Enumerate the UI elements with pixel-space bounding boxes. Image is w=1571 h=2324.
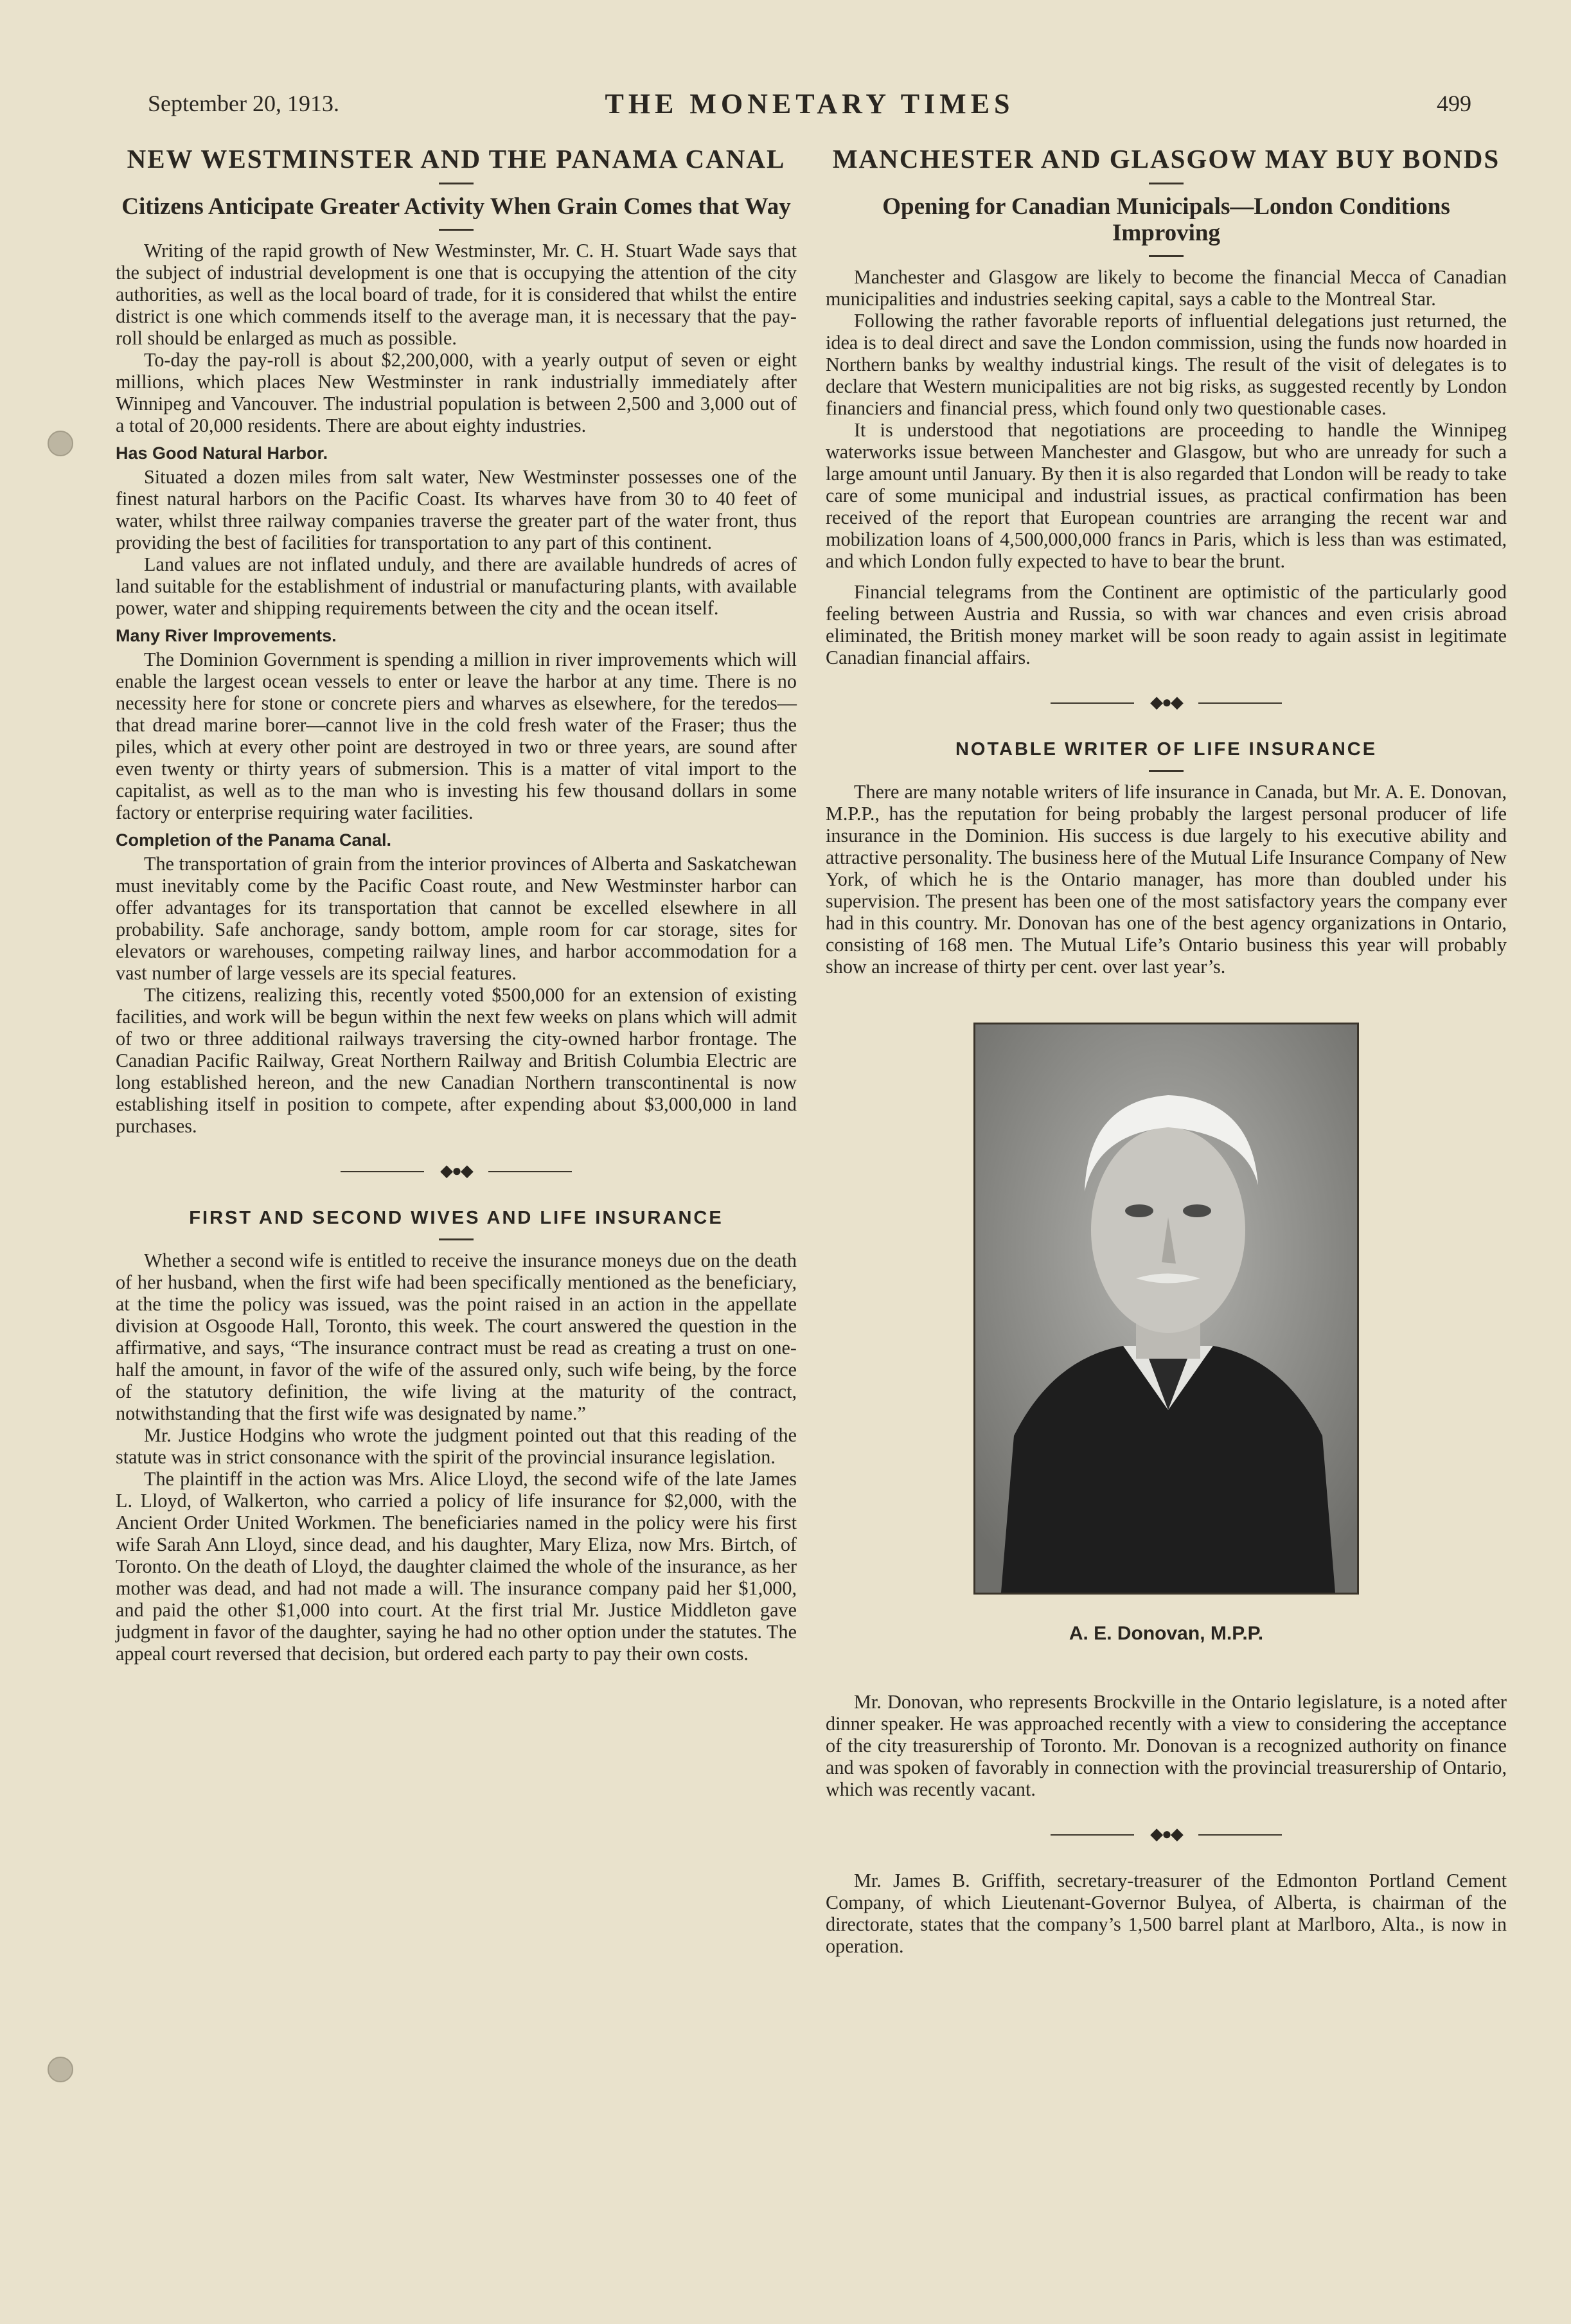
divider xyxy=(1149,770,1184,772)
paragraph: Mr. Donovan, who represents Brockville in the Ontario legislature, is a noted after dinner speaker. He was approached recently with a view to considering the acceptance of the city treasurership of Toronto. Mr. Donovan is a recognized authority on finance and was spoken of favorably in connection with the provincial treasurership of Ontario, which was recently vacant. xyxy=(826,1691,1507,1800)
paragraph: To-day the pay-roll is about $2,200,000, with a yearly output of seven or eight millions, which places New Westminster in rank industrially immediately after Winnipeg and Vancouver. The industrial population is between 2,500 and 3,000 out of a total of 20,000 residents. There are about eighty industries. xyxy=(116,349,797,436)
article-manchester-glasgow xyxy=(826,145,1507,668)
article-title: NOTABLE WRITER OF LIFE INSURANCE xyxy=(955,739,1378,760)
paragraph: Writing of the rapid growth of New Westminster, Mr. C. H. Stuart Wade says that the subject of industrial development is one that is occupying the attention of the city authorities, as well as the local board of trade, for it is considered that whilst the entire district is one which commends itself to the average man, it is necessary that the pay-roll should be enlarged as much as possible. xyxy=(116,240,797,349)
article-wives-insurance xyxy=(116,1206,797,1665)
paragraph: Mr. Justice Hodgins who wrote the judgment pointed out that this reading of the statute was in strict consonance with the spirit of the provincial insurance legislation. xyxy=(116,1424,797,1468)
paragraph: Situated a dozen miles from salt water, New Westminster possesses one of the finest natural harbors on the Pacific Coast. Its wharves have from 30 to 40 feet of water, whilst three railway companies traverse the greater part of the water front, thus providing the best of facilities for transportation to any part of this continent. xyxy=(116,466,797,553)
paragraph: The plaintiff in the action was Mrs. Alice Lloyd, the second wife of the late James L. Lloyd, of Walkerton, who carried a policy of life insurance for $2,000, with the Ancient Order United Workmen. The beneficiaries named in the policy were his first wife Sarah Ann Lloyd, since dead, and his daughter, Mary Eliza, now Mrs. Birtch, of Toronto. On the death of Lloyd, the daughter claimed the whole of the insurance, as her mother was dead, and had not made a will. The insurance company paid her $1,000, and paid the other $1,000 into court. At the first trial Mr. Justice Middleton gave judgment in favor of the daughter, saying he had no other option under the statutes. The appeal court reversed that decision, but ordered each party to pay their own costs. xyxy=(116,1468,797,1665)
divider xyxy=(439,1238,474,1240)
portrait-caption: A. E. Donovan, M.P.P. xyxy=(1069,1623,1264,1644)
article-title: FIRST AND SECOND WIVES AND LIFE INSURANCE xyxy=(189,1208,723,1228)
binding-hole-top xyxy=(48,431,73,456)
article-cement-company xyxy=(826,1870,1507,1957)
page-number: 499 xyxy=(1437,91,1471,116)
paragraph: The Dominion Government is spending a million in river improvements which will enable the largest ocean vessels to enter or leave the harbor at any time. There is no necessity here for stone or concrete piers and wharves as elsewhere, for the teredos—that dread marine borer—cannot live in the cold fresh water of the Fraser; thus the piles, which at every other point are destroyed in two or three years, are sound after even twenty or thirty years of submersion. This is a matter of vital import to the capitalist, as well as to the man who is investing his few thousand dollars in some factory or enterprise requiring water facilities. xyxy=(116,648,797,823)
paragraph: The citizens, realizing this, recently voted $500,000 for an extension of existing facilities, and work will be begun within the next few weeks on plans which will admit of two or three additional railways traversing the city-owned harbor frontage. The Canadian Pacific Railway, Great Northern Railway and British Columbia Electric are long established hereon, and the new Canadian Northern transcontinental is now establishing itself in position to compete, after expending about $3,000,000 in land purchases. xyxy=(116,984,797,1137)
divider xyxy=(439,229,474,231)
binding-hole-bottom xyxy=(48,2057,73,2082)
ornament-divider xyxy=(1051,1825,1282,1843)
section-heading: Has Good Natural Harbor. xyxy=(116,443,328,463)
issue-date: September 20, 1913. xyxy=(148,91,339,116)
publication-title: THE MONETARY TIMES xyxy=(605,88,1015,120)
ornament-line xyxy=(341,1171,424,1172)
article-title: MANCHESTER AND GLASGOW MAY BUY BONDS xyxy=(832,144,1500,174)
left-column xyxy=(116,145,797,1665)
paragraph: Financial telegrams from the Continent are optimistic of the particularly good feeling between Austria and Russia, so with war chances and even crisis abroad eliminated, the British money market will be soon ready to again assist in legitimate Canadian financial affairs. xyxy=(826,581,1507,668)
article-title: NEW WESTMINSTER AND THE PANAMA CANAL xyxy=(127,144,786,174)
ornament-divider xyxy=(1051,693,1282,711)
article-notable-writer xyxy=(826,738,1507,1800)
article-subtitle: Opening for Canadian Municipals—London Conditions Improving xyxy=(882,193,1450,246)
ornament-line xyxy=(1051,1834,1134,1836)
paragraph: There are many notable writers of life insurance in Canada, but Mr. A. E. Donovan, M.P.P., has the reputation for being probably the largest personal producer of life insurance in the Dominion. His success is due largely to his executive ability and attractive personality. The business here of the Mutual Life Insurance Company of New York, of which he is the Ontario manager, has more than doubled under his supervision. The present has been one of the most satisfactory years the company ever had in this country. Mr. Donovan has one of the best agency organizations in Ontario, consisting of 168 men. The Mutual Life’s Ontario business this year will probably show an increase of thirty per cent. over last year’s. xyxy=(826,781,1507,978)
ornament-glyph: ◆●◆ xyxy=(1150,693,1182,711)
portrait-figure xyxy=(973,1023,1359,1645)
ornament-line xyxy=(1051,702,1134,704)
paragraph: Manchester and Glasgow are likely to become the financial Mecca of Canadian municipalities and industries seeking capital, says a cable to the Montreal Star. xyxy=(826,266,1507,310)
running-header xyxy=(148,90,1471,129)
paragraph: It is understood that negotiations are proceeding to handle the Winnipeg waterworks issue between Manchester and Glasgow, but who are unready for such a large amount until January. By then it is also regarded that London will be ready to take care of some municipal and industrial issues, as practical confirmation has been received of the report that European countries are arranging the recent war and mobilization loans of 4,500,000,000 francs in Paris, which is less than was estimated, and which London fully expected to have to bear the brunt. xyxy=(826,419,1507,572)
ornament-line xyxy=(1198,1834,1282,1836)
paragraph: Whether a second wife is entitled to receive the insurance moneys due on the death of her husband, when the first wife had been specifically mentioned as the beneficiary, at the time the policy was issued, was the point raised in an action in the appellate division at Osgoode Hall, Toronto, this week. The court answered the question in the affirmative, and says, “The insurance contract must be read as creating a trust on one-half the amount, in favor of the wife of the assured only, such wife being, by the force of the statutory definition, the wife living at the maturity of the contract, notwithstanding that the first wife was designated by name.” xyxy=(116,1249,797,1424)
paragraph: Land values are not inflated unduly, and there are available hundreds of acres of land suitable for the establishment of industrial or manufacturing plants, with available power, water and shipping requirements between the city and the ocean itself. xyxy=(116,553,797,619)
section-heading: Many River Improvements. xyxy=(116,626,337,645)
paragraph: The transportation of grain from the interior provinces of Alberta and Saskatchewan must inevitably come by the Pacific Coast route, and New Westminster harbor can offer advantages for its transportation that cannot be excelled elsewhere in all probability. Safe anchorage, sandy bottom, ample room for car storage, sites for elevators or warehouses, competing railway lines, and harbor accommodation for a vast number of large vessels are its special features. xyxy=(116,853,797,984)
right-column xyxy=(826,145,1507,1957)
article-subtitle: Citizens Anticipate Greater Activity When Grain Comes that Way xyxy=(121,193,791,220)
paragraph: Following the rather favorable reports of influential delegations just returned, the idea is to deal direct and save the London commission, using the funds now hoarded in Northern banks by wealthy industrial kings. The result of the visit of delegates is to declare that Western municipalities are not big risks, as suggested recently by London financiers and financial press, which found only two questionable cases. xyxy=(826,310,1507,419)
section-heading: Completion of the Panama Canal. xyxy=(116,830,392,850)
article-new-westminster xyxy=(116,145,797,1137)
divider xyxy=(1149,255,1184,257)
ornament-glyph: ◆●◆ xyxy=(440,1161,472,1180)
ornament-line xyxy=(1198,702,1282,704)
portrait-image xyxy=(975,1024,1357,1593)
divider xyxy=(439,183,474,184)
ornament-glyph: ◆●◆ xyxy=(1150,1825,1182,1843)
ornament-line xyxy=(488,1171,572,1172)
portrait-photo xyxy=(973,1023,1359,1595)
divider xyxy=(1149,183,1184,184)
paragraph: Mr. James B. Griffith, secretary-treasurer of the Edmonton Portland Cement Company, of which Lieutenant-Governor Bulyea, of Alberta, is chairman of the directorate, states that the company’s 1,500 barrel plant at Marlboro, Alta., is now in operation. xyxy=(826,1870,1507,1957)
ornament-divider xyxy=(341,1161,572,1180)
